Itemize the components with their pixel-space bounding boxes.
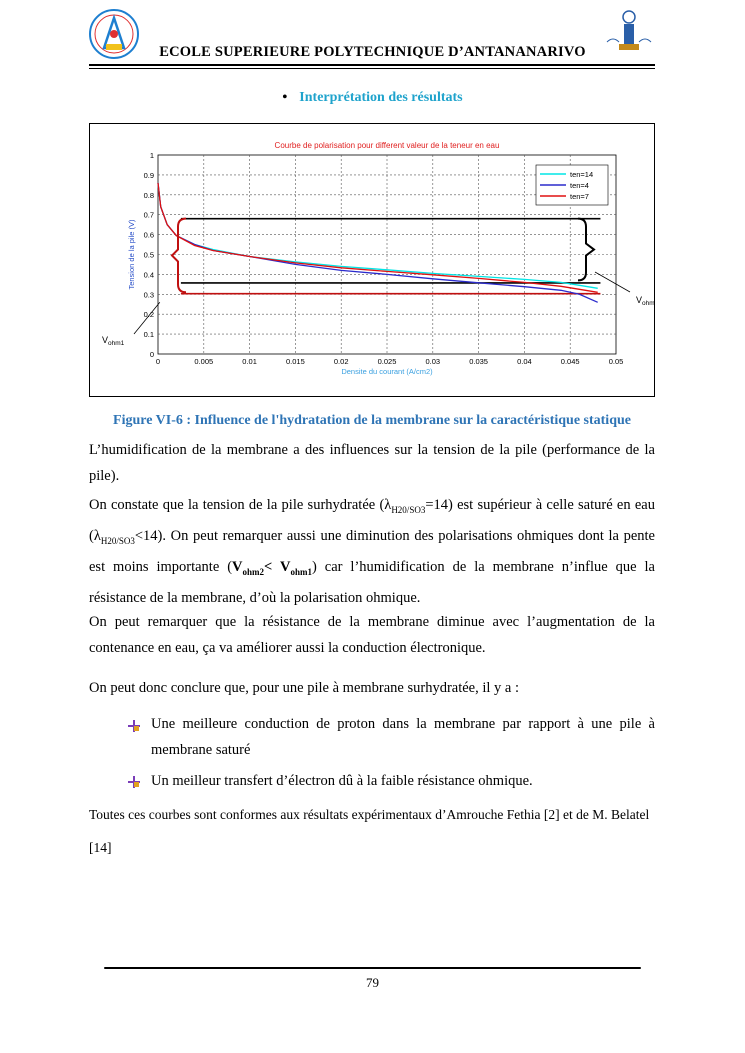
x-tick-label: 0.015 xyxy=(286,357,305,366)
x-axis-label: Densite du courant (A/cm2) xyxy=(341,367,433,376)
paragraph-3: On peut remarquer que la résistance de la membrane diminue avec l’augmentation de la contenance en eau, ça va améliorer aussi la conduction électronique. xyxy=(89,614,655,656)
p2-part-b: =14) est supérieur à celle saturé en eau (λ xyxy=(89,497,655,544)
x-tick-label: 0 xyxy=(155,357,161,366)
less-than: < xyxy=(264,558,280,575)
chart-title: Courbe de polarisation pour different valeur de la teneur en eau xyxy=(274,141,500,150)
y-tick-label: 0.1 xyxy=(143,330,154,340)
header-rule-thin xyxy=(89,68,655,69)
x-tick-label: 0.025 xyxy=(377,357,397,366)
section-bullet: • xyxy=(282,90,288,105)
polarization-chart xyxy=(90,124,656,398)
x-tick-label: 0.04 xyxy=(517,357,532,366)
paragraph-2 xyxy=(89,492,655,611)
header-title: ECOLE SUPERIEURE POLYTECHNIQUE D’ANTANANARIVO xyxy=(159,44,586,60)
y-tick-label: 0 xyxy=(149,350,154,359)
y-tick-label: 0.7 xyxy=(143,210,154,220)
x-tick-label: 0.035 xyxy=(469,357,488,366)
footer-rule xyxy=(104,967,641,969)
v-ohm1: $V_{ohm1}$ xyxy=(280,558,312,577)
section-title: Interprétation des résultats xyxy=(299,90,463,105)
figure-caption: Figure VI-6 : Influence de l'hydratation de la membrane sur la caractéristique statique xyxy=(113,413,631,428)
p2-part-a: On constate que la tension de la pile surhydratée (λ xyxy=(89,497,392,513)
y-tick-label: 1 xyxy=(149,151,154,160)
y-tick-label: 0.8 xyxy=(143,190,154,200)
y-tick-label: 0.4 xyxy=(143,270,154,280)
y-tick-label: 0.9 xyxy=(143,170,154,180)
x-tick-label: 0.05 xyxy=(608,357,624,366)
x-tick-label: 0.03 xyxy=(425,357,441,366)
legend-label: ten=14 xyxy=(570,170,594,179)
page-number: 79 xyxy=(366,975,379,990)
header-rule xyxy=(89,64,655,66)
annotation-vohm1: $V_{ohm1}$ xyxy=(102,335,125,347)
legend-label: ten=4 xyxy=(570,181,589,190)
bullet-item-2: Un meilleur transfert d’électron dû à la faible résistance ohmique. xyxy=(151,773,533,789)
section-heading xyxy=(0,90,745,106)
p2-sub-2: H20/SO3 xyxy=(100,535,135,546)
v-ohm2: $V_{ohm2}$ xyxy=(232,558,265,577)
x-tick-label: 0.02 xyxy=(333,357,349,366)
p2-part-d: ) car l’humidification de la membrane n’influe que la résistance de la membrane, d’où la polarisation ohmique. xyxy=(89,558,655,606)
bullet-icon xyxy=(128,720,148,736)
x-tick-label: 0.005 xyxy=(194,357,214,366)
figure-frame xyxy=(89,123,655,397)
y-tick-label: 0.3 xyxy=(143,290,154,300)
paragraph-4: On peut donc conclure que, pour une pile à membrane surhydratée, il y a : xyxy=(89,680,520,696)
y-tick-label: 0.6 xyxy=(143,230,154,240)
y-tick-label: 0.2 xyxy=(143,310,154,320)
legend-label: ten=7 xyxy=(570,192,589,201)
x-tick-label: 0.045 xyxy=(560,357,580,366)
bullet-icon xyxy=(128,776,148,792)
y-tick-label: 0.5 xyxy=(143,250,154,260)
y-axis-label: Tension de la pile (V) xyxy=(127,219,136,290)
p2-part-c: <14). On peut remarquer aussi une diminution des polarisations ohmiques dont la pente est moins importante ( xyxy=(89,527,655,575)
p2-sub-1: H20/SO3 xyxy=(391,504,426,515)
annotation-vohm: $V_{ohm}$ xyxy=(636,295,655,307)
paragraph-5: Toutes ces courbes sont conformes aux résultats expérimentaux d’Amrouche Fethia [2] et de M. Belatel [14] xyxy=(89,807,650,855)
paragraph-1: L’humidification de la membrane a des influences sur la tension de la pile (performance de la pile). xyxy=(89,442,655,484)
bullet-item-1: Une meilleure conduction de proton dans la membrane par rapport à une pile à membrane saturé xyxy=(151,716,655,758)
x-tick-label: 0.01 xyxy=(242,357,257,366)
